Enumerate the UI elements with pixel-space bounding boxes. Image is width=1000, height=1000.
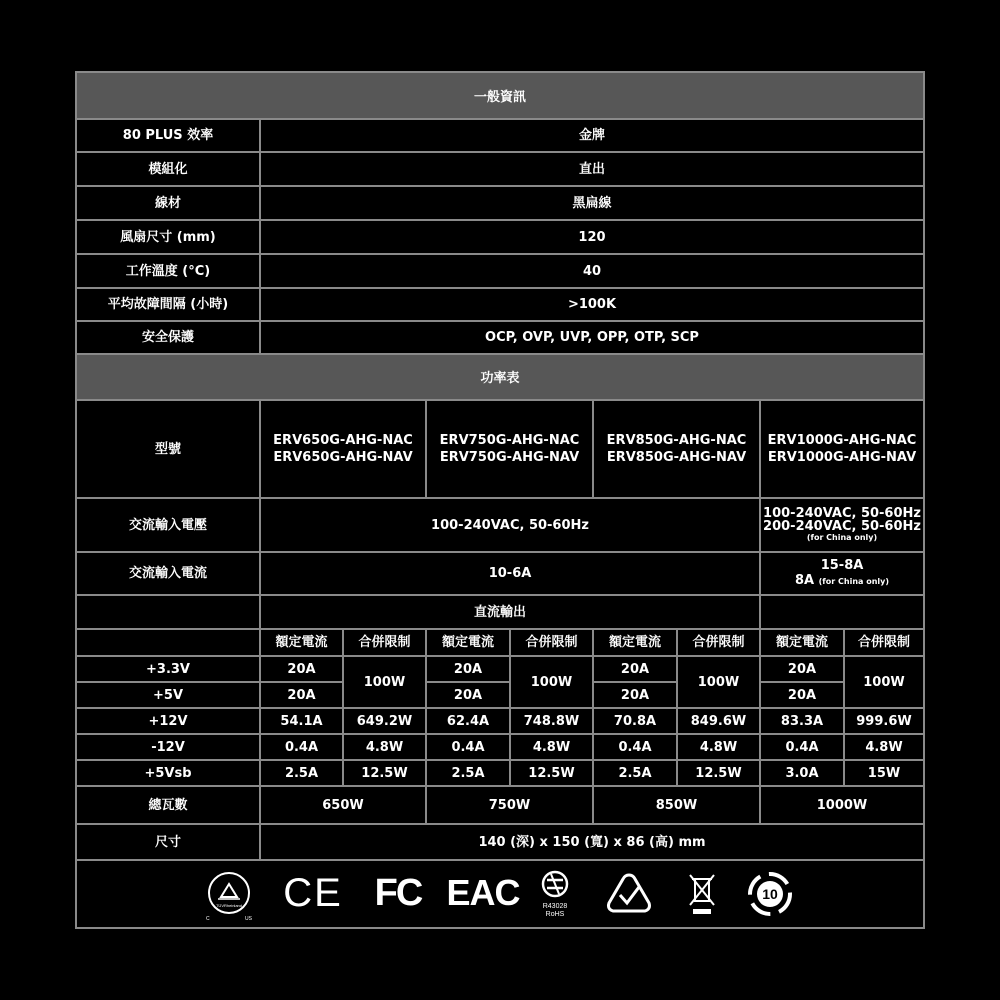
rohs-text: RoHS: [545, 911, 565, 918]
cell-1000-minus12v: 0.4A: [785, 739, 819, 755]
cell-650-minus12v: 0.4A: [284, 739, 319, 755]
cell-850-12v-combined: 849.6W: [690, 713, 747, 729]
cell-1000-5vsb-combined: 15W: [867, 765, 901, 781]
cell-1000-5vsb: 3.0A: [785, 765, 819, 781]
rated-1000-header: 額定電流: [775, 635, 828, 650]
tuv-text: TÜVRheinland: [215, 903, 243, 908]
combined-1000-header: 合併限制: [857, 635, 910, 650]
cell-650-12v-combined: 649.2W: [356, 713, 413, 729]
model-750-nav: ERV750G-AHG-NAV: [439, 450, 580, 465]
rail-5v-label: +5V: [153, 687, 183, 703]
rohs-code: R43028: [542, 903, 568, 910]
model-1000-nav: ERV1000G-AHG-NAV: [767, 450, 917, 465]
combined-750-header: 合併限制: [525, 635, 578, 650]
fcc-mark-icon: [370, 871, 426, 915]
value-temperature: 40: [582, 263, 602, 279]
cell-650-5vsb: 2.5A: [284, 765, 319, 781]
label-mtbf: 平均故障間隔 (小時): [107, 297, 229, 312]
cell-650-minus12v-combined: 4.8W: [365, 739, 404, 755]
ac-current-1000-line2: 8A: [795, 573, 815, 588]
ce-mark-icon: [283, 871, 343, 915]
tuv-c: C: [206, 916, 210, 922]
total-650: 650W: [322, 797, 364, 813]
label-protection: 安全保護: [141, 330, 194, 345]
rohs-mark-icon: [533, 867, 577, 923]
value-ac-current: 10-6A: [488, 566, 532, 581]
label-model: 型號: [154, 441, 181, 457]
cell-650-combined-3v3-5v: 100W: [363, 674, 406, 690]
model-850: [594, 401, 759, 497]
model-850-nav: ERV850G-AHG-NAV: [606, 450, 747, 465]
cell-650-12v: 54.1A: [280, 713, 323, 729]
efup-text: 10: [762, 886, 778, 902]
cell-750-5vsb-combined: 12.5W: [528, 765, 575, 781]
rated-650-header: 額定電流: [275, 635, 328, 650]
label-ac-voltage: 交流輸入電壓: [128, 517, 207, 533]
ac-current-1000-note: (for China only): [818, 577, 889, 586]
value-modular: 直出: [578, 161, 605, 177]
model-750: [427, 401, 592, 497]
rail-minus12v-label: -12V: [151, 739, 185, 755]
total-850: 850W: [655, 797, 698, 813]
cell-750-12v-combined: 748.8W: [523, 713, 580, 729]
rated-850-header: 額定電流: [608, 635, 661, 650]
label-modular: 模組化: [148, 161, 188, 177]
model-1000: [761, 401, 923, 497]
cell-1000-12v: 83.3A: [780, 713, 824, 729]
value-protection: OCP, OVP, UVP, OPP, OTP, SCP: [485, 330, 699, 345]
total-750: 750W: [488, 797, 531, 813]
cell-750-5v: 20A: [453, 687, 483, 703]
label-80plus: 80 PLUS 效率: [122, 128, 214, 143]
cell-1000-minus12v-combined: 4.8W: [865, 739, 903, 755]
combined-650-header: 合併限制: [358, 635, 411, 650]
cell-650-5vsb-combined: 12.5W: [361, 765, 408, 781]
cell-850-combined-3v3-5v: 100W: [697, 674, 740, 690]
model-650: [261, 401, 425, 497]
label-ac-current: 交流輸入電流: [128, 566, 207, 581]
cell-850-12v: 70.8A: [613, 713, 657, 729]
tuv-rheinland-icon: [201, 867, 257, 923]
cell-850-5vsb: 2.5A: [618, 765, 652, 781]
value-mtbf: >100K: [567, 297, 617, 312]
general-info-header: [77, 73, 923, 118]
cell-1000-3v3: 20A: [787, 661, 817, 677]
cell-650-3v3: 20A: [287, 661, 316, 677]
cell-650-5v: 20A: [287, 687, 316, 703]
ce-text: CE: [283, 870, 343, 915]
ac-current-1000-line1: 15-8A: [820, 558, 864, 573]
eac-text: EAC: [446, 872, 520, 913]
cell-850-minus12v: 0.4A: [618, 739, 652, 755]
total-1000: 1000W: [816, 797, 868, 813]
value-80plus: 金牌: [578, 128, 605, 143]
dc-output-title: 直流輸出: [473, 604, 526, 620]
cell-750-12v: 62.4A: [446, 713, 490, 729]
value-fan-size: 120: [578, 229, 606, 245]
cell-1000-12v-combined: 999.6W: [856, 713, 912, 729]
model-650-nav: ERV650G-AHG-NAV: [273, 450, 413, 465]
model-650-nac: ERV650G-AHG-NAC: [273, 433, 413, 448]
ac-current-1000-line2-wrap: [795, 573, 889, 589]
label-fan-size: 風扇尺寸 (mm): [120, 229, 216, 245]
cell-750-minus12v-combined: 4.8W: [532, 739, 571, 755]
cell-1000-combined-3v3-5v: 100W: [863, 674, 905, 690]
rail-12v-label: +12V: [148, 713, 188, 729]
model-850-nac: ERV850G-AHG-NAC: [606, 433, 747, 448]
value-ac-voltage: 100-240VAC, 50-60Hz: [431, 517, 589, 533]
cell-750-3v3: 20A: [453, 661, 483, 677]
combined-850-header: 合併限制: [692, 635, 745, 650]
value-cable: 黑扁線: [572, 195, 612, 211]
model-750-nac: ERV750G-AHG-NAC: [439, 433, 580, 448]
model-1000-nac: ERV1000G-AHG-NAC: [767, 433, 917, 448]
power-table-header: [77, 354, 923, 399]
value-ac-current-1000: [761, 553, 923, 594]
label-cable: 線材: [154, 195, 181, 211]
value-dimensions: 140 (深) x 150 (寬) x 86 (高) mm: [478, 834, 706, 850]
cell-850-5v: 20A: [620, 687, 650, 703]
cell-750-combined-3v3-5v: 100W: [530, 674, 573, 690]
efup-10-icon: [745, 869, 795, 919]
cell-1000-5v: 20A: [787, 687, 817, 703]
cell-750-minus12v: 0.4A: [451, 739, 485, 755]
rail-5vsb-label: +5Vsb: [144, 765, 192, 781]
rcm-check-icon: [603, 871, 655, 917]
rail-3v3-label: +3.3V: [146, 661, 190, 677]
ac-voltage-1000-line2: 200-240VAC, 50-60Hz: [763, 519, 921, 534]
spec-table: [75, 71, 925, 929]
cell-850-5vsb-combined: 12.5W: [695, 765, 742, 781]
fc-text: FC: [374, 871, 422, 914]
cell-850-minus12v-combined: 4.8W: [699, 739, 738, 755]
ac-voltage-1000-line1: 100-240VAC, 50-60Hz: [763, 506, 921, 521]
cell-850-3v3: 20A: [620, 661, 650, 677]
general-info-title: 一般資訊: [473, 90, 526, 105]
value-ac-voltage-1000: [761, 499, 923, 551]
ac-voltage-1000-note: (for China only): [806, 533, 878, 542]
power-table-title: 功率表: [480, 371, 520, 386]
cell-750-5vsb: 2.5A: [451, 765, 485, 781]
label-total-wattage: 總瓦數: [148, 797, 188, 813]
label-temperature: 工作溫度 (°C): [125, 263, 211, 279]
weee-bin-icon: [687, 871, 717, 917]
label-dimensions: 尺寸: [154, 834, 181, 850]
eac-mark-icon: [446, 871, 520, 915]
rated-750-header: 額定電流: [441, 635, 494, 650]
tuv-us: US: [245, 916, 252, 922]
